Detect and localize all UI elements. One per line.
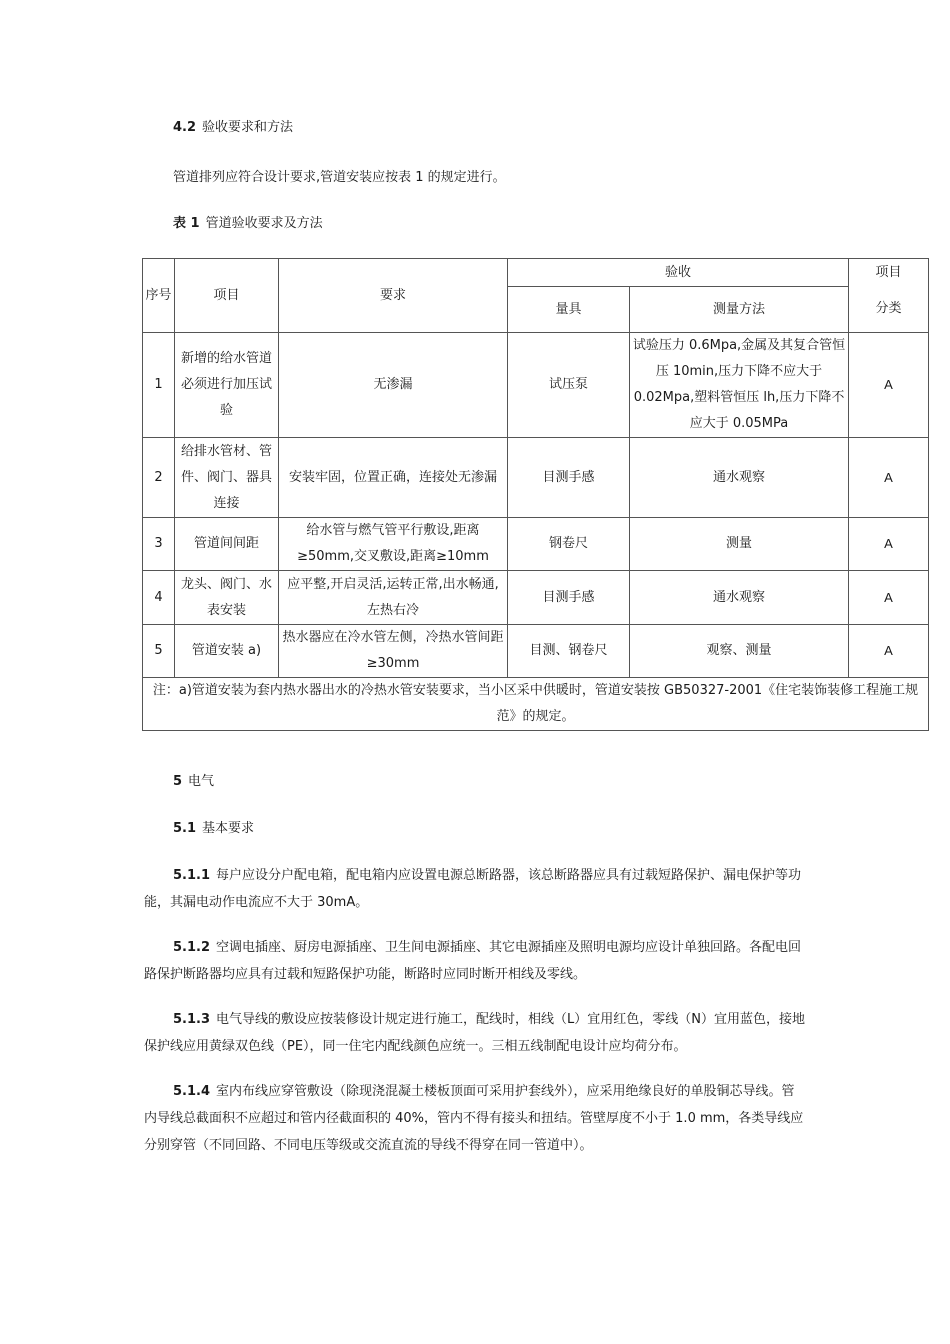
row-requirement: 热水器应在冷水管左侧，冷热水管间距≥30mm	[279, 625, 508, 678]
row-method: 测量	[630, 518, 849, 571]
row-category: A	[849, 571, 929, 625]
clause-number: 5.1.1	[173, 868, 211, 883]
header-seq: 序号	[143, 259, 175, 333]
row-item: 管道安装 a)	[175, 625, 279, 678]
row-seq: 2	[143, 438, 175, 518]
header-acceptance: 验收	[508, 259, 849, 287]
table-note: 注：a)管道安装为套内热水器出水的冷热水管安装要求，当小区采中供暖时，管道安装按 GB50327-2001《住宅装饰装修工程施工规范》的规定。	[143, 678, 929, 731]
header-item: 项目	[175, 259, 279, 333]
clause-number: 5.1.2	[173, 940, 211, 955]
section-4-2-heading	[173, 118, 293, 138]
row-method: 通水观察	[630, 438, 849, 518]
row-category: A	[849, 518, 929, 571]
row-requirement: 安装牢固，位置正确，连接处无渗漏	[279, 438, 508, 518]
row-tool: 钢卷尺	[508, 518, 630, 571]
section-title: 验收要求和方法	[202, 120, 294, 135]
row-seq: 1	[143, 333, 175, 438]
row-method: 观察、测量	[630, 625, 849, 678]
row-tool: 试压泵	[508, 333, 630, 438]
row-requirement: 无渗漏	[279, 333, 508, 438]
table-row	[143, 571, 929, 625]
table-row	[143, 625, 929, 678]
clause-number: 5.1.4	[173, 1084, 211, 1099]
clause-text: 电气导线的敷设应按装修设计规定进行施工，配线时，相线（L）宜用红色，零线（N）宜用蓝色，接地保护线应用黄绿双色线（PE），同一住宅内配线颜色应统一。三相五线制配电设计应均荷分布。	[144, 1012, 805, 1054]
row-category: A	[849, 625, 929, 678]
row-requirement: 给水管与燃气管平行敷设,距离≥50mm,交叉敷设,距离≥10mm	[279, 518, 508, 571]
paragraph-5-1-3	[144, 1006, 806, 1060]
header-category-top: 项目	[875, 265, 902, 280]
row-category: A	[849, 333, 929, 438]
clause-text: 室内布线应穿管敷设（除现浇混凝土楼板顶面可采用护套线外），应采用绝缘良好的单股铜芯导线。管内导线总截面积不应超过和管内径截面积的 40%，管内不得有接头和扭结。管壁厚度不小于 1.0 mm，各类导线应分别穿管（不同回路、不同电压等级或交流直流的导线不得穿在同一管道中）。	[144, 1084, 804, 1153]
table-row	[143, 518, 929, 571]
row-category: A	[849, 438, 929, 518]
clause-number: 5.1.3	[173, 1012, 211, 1027]
table-row	[143, 438, 929, 518]
row-item: 龙头、阀门、水表安装	[175, 571, 279, 625]
row-seq: 3	[143, 518, 175, 571]
header-requirement: 要求	[279, 259, 508, 333]
header-method: 测量方法	[630, 287, 849, 333]
clause-text: 每户应设分户配电箱，配电箱内应设置电源总断路器，该总断路器应具有过载短路保护、漏电保护等功能，其漏电动作电流应不大于 30mA。	[144, 868, 802, 910]
acceptance-table	[142, 258, 929, 731]
clause-text: 空调电插座、厨房电源插座、卫生间电源插座、其它电源插座及照明电源均应设计单独回路。各配电回路保护断路器均应具有过载和短路保护功能，断路时应同时断开相线及零线。	[144, 940, 802, 982]
section-title: 电气	[188, 774, 215, 789]
row-tool: 目测、钢卷尺	[508, 625, 630, 678]
header-tool: 量具	[508, 287, 630, 333]
row-requirement: 应平整,开启灵活,运转正常,出水畅通,左热右冷	[279, 571, 508, 625]
row-item: 新增的给水管道必须进行加压试验	[175, 333, 279, 438]
header-category-bottom: 分类	[875, 301, 902, 316]
row-tool: 目测手感	[508, 438, 630, 518]
table-caption	[173, 214, 323, 234]
table-caption-title: 管道验收要求及方法	[205, 216, 323, 231]
row-seq: 4	[143, 571, 175, 625]
section-title: 基本要求	[202, 821, 255, 836]
row-item: 给排水管材、管件、阀门、器具连接	[175, 438, 279, 518]
intro-paragraph: 管道排列应符合设计要求,管道安装应按表 1 的规定进行。	[173, 170, 506, 185]
paragraph-5-1-4	[144, 1078, 806, 1159]
section-number: 5.1	[173, 821, 197, 836]
table-caption-number: 表 1	[173, 216, 200, 231]
row-seq: 5	[143, 625, 175, 678]
row-tool: 目测手感	[508, 571, 630, 625]
row-method: 试验压力 0.6Mpa,金属及其复合管恒压 10min,压力下降不应大于 0.02Mpa,塑料管恒压 lh,压力下降不应大于 0.05MPa	[630, 333, 849, 438]
header-category	[849, 259, 929, 333]
paragraph-5-1-1	[144, 862, 806, 916]
section-5-heading	[173, 772, 214, 792]
row-item: 管道间间距	[175, 518, 279, 571]
row-method: 通水观察	[630, 571, 849, 625]
section-number: 4.2	[173, 120, 197, 135]
section-number: 5	[173, 774, 183, 789]
table-row	[143, 333, 929, 438]
section-5-1-heading	[173, 819, 254, 839]
paragraph-5-1-2	[144, 934, 806, 988]
